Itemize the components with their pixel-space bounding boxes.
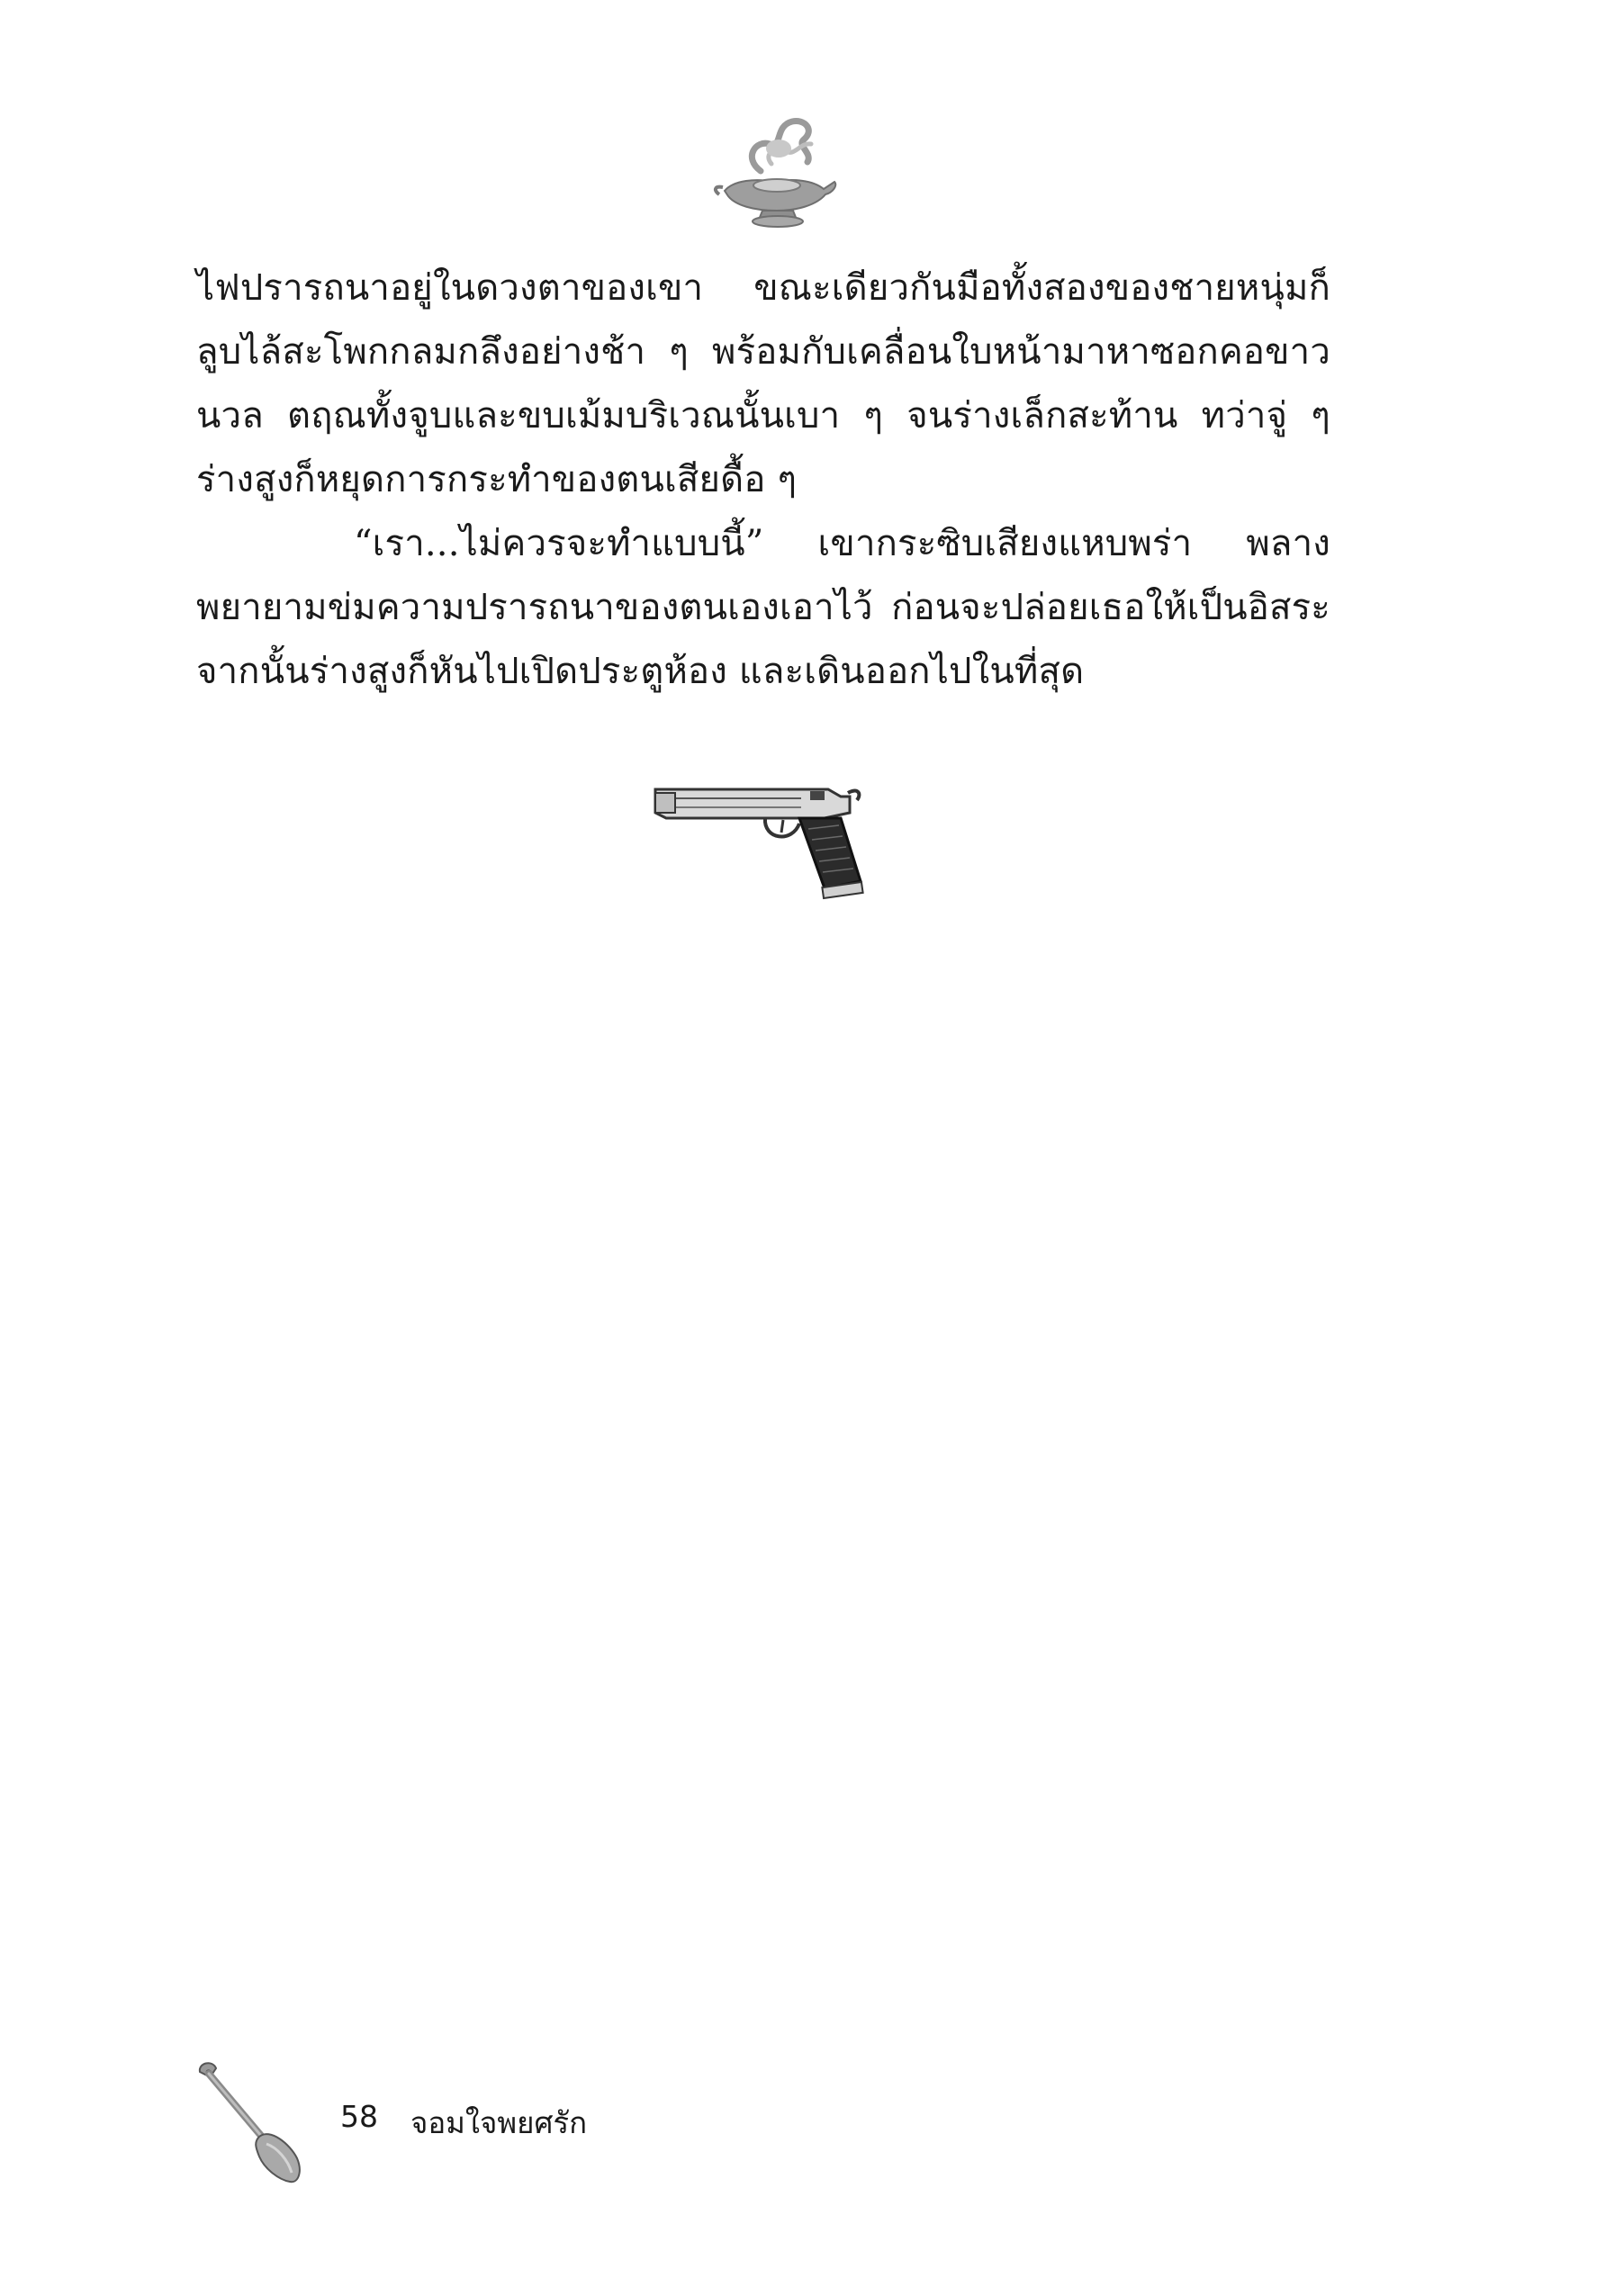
- paragraph-2: “เรา...ไม่ควรจะทำแบบนี้” เขากระซิบเสียงแหบพร่า พลางพยายามข่มความปรารถนาของตนเองเอาไว้ ก่อนจะปล่อยเธอให้เป็นอิสระ จากนั้นร่างสูงก็หันไปเปิดประตูห้อง และเดินออกไปในที่สุด: [196, 523, 1330, 692]
- book-title: จอมใจพยศรัก: [410, 2105, 588, 2140]
- genie-lamp-icon: [707, 108, 842, 234]
- body-text: [196, 257, 1330, 704]
- page-footer: [196, 2061, 736, 2196]
- shovel-icon: [196, 2061, 313, 2187]
- paragraph-1: ไฟปรารถนาอยู่ในดวงตาของเขา ขณะเดียวกันมือทั้งสองของชายหนุ่มก็ลูบไล้สะโพกกลมกลึงอย่างช้า ๆ พร้อมกับเคลื่อนใบหน้ามาหาซอกคอขาวนวล ตฤณทั้งจูบและขบเม้มบริเวณนั้นเบา ๆ จนร่างเล็กสะท้าน ทว่าจู่ ๆ ร่างสูงก็หยุดการกระทำของตนเสียดื้อ ๆ: [196, 267, 1330, 500]
- pistol-icon: [648, 770, 891, 905]
- page-number: 58: [340, 2099, 378, 2134]
